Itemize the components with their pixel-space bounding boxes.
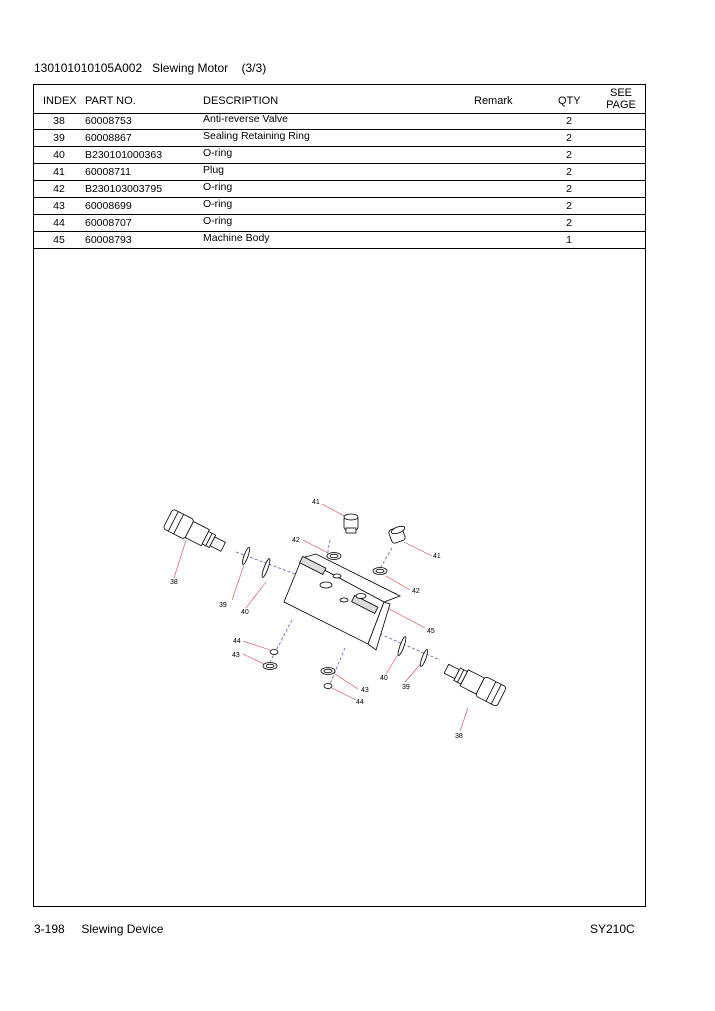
callout-44: 44 xyxy=(356,699,364,706)
cell-description: Sealing Retaining Ring xyxy=(203,130,310,142)
callout-42: 42 xyxy=(412,588,420,595)
header-code: 130101010105A002 xyxy=(34,61,143,75)
cell-description: Anti-reverse Valve xyxy=(203,113,289,125)
page-footer-left xyxy=(34,922,163,936)
cell-index: 44 xyxy=(53,217,65,229)
cell-description: O-ring xyxy=(203,147,233,159)
cell-qty: 1 xyxy=(566,234,572,246)
cell-part-no: 60008699 xyxy=(85,200,132,212)
callout-43: 43 xyxy=(232,652,240,659)
header-title: Slewing Motor xyxy=(152,61,229,75)
cell-description: O-ring xyxy=(203,181,233,193)
cell-description: Plug xyxy=(203,164,225,176)
cell-part-no: B230101000363 xyxy=(85,149,163,161)
cell-qty: 2 xyxy=(566,149,572,161)
cell-qty: 2 xyxy=(566,115,572,127)
cell-index: 45 xyxy=(53,234,65,246)
callout-38: 38 xyxy=(170,579,178,586)
cell-part-no: 60008793 xyxy=(85,234,132,246)
footer-page-number: 3-198 xyxy=(34,922,65,936)
cell-part-no: 60008707 xyxy=(85,217,132,229)
callout-38: 38 xyxy=(455,733,463,740)
cell-part-no: 60008753 xyxy=(85,115,132,127)
o-ring-43-44-part xyxy=(263,650,335,689)
plug-part xyxy=(344,514,406,544)
col-index-header: INDEX xyxy=(43,95,77,107)
callout-42: 42 xyxy=(292,537,300,544)
col-part-no-header: PART NO. xyxy=(85,95,136,107)
cell-part-no: 60008711 xyxy=(85,166,131,178)
cell-description: O-ring xyxy=(203,198,233,210)
footer-model: SY210C xyxy=(590,922,635,936)
cell-description: Machine Body xyxy=(203,232,270,244)
header-page-part: (3/3) xyxy=(241,61,267,75)
cell-description: O-ring xyxy=(203,215,233,227)
callout-39: 39 xyxy=(219,602,227,609)
cell-index: 41 xyxy=(53,166,65,178)
cell-index: 38 xyxy=(53,115,65,127)
callout-43: 43 xyxy=(361,687,369,694)
callout-44: 44 xyxy=(233,638,241,645)
anti-reverse-valve-right-part xyxy=(441,659,506,707)
callout-41: 41 xyxy=(433,553,441,560)
cell-qty: 2 xyxy=(566,217,572,229)
cell-part-no: 60008867 xyxy=(85,132,132,144)
cell-index: 40 xyxy=(53,149,65,161)
callout-39: 39 xyxy=(402,684,410,691)
cell-index: 43 xyxy=(53,200,65,212)
callout-41: 41 xyxy=(312,499,320,506)
callout-40: 40 xyxy=(380,675,388,682)
anti-reverse-valve-left-part xyxy=(163,509,228,557)
footer-section: Slewing Device xyxy=(81,922,164,936)
cell-part-no: B230103003795 xyxy=(85,183,163,195)
cell-index: 39 xyxy=(53,132,65,144)
cell-qty: 2 xyxy=(566,132,572,144)
col-qty-header: QTY xyxy=(558,95,581,107)
cell-qty: 2 xyxy=(566,183,572,195)
col-see-page-header: SEE PAGE xyxy=(606,87,636,111)
callout-45: 45 xyxy=(427,628,435,635)
col-remark-header: Remark xyxy=(474,95,513,107)
cell-qty: 2 xyxy=(566,166,572,178)
col-description-header: DESCRIPTION xyxy=(203,95,279,107)
cell-qty: 2 xyxy=(566,200,572,212)
cell-index: 42 xyxy=(53,183,65,195)
callout-40: 40 xyxy=(241,609,249,616)
